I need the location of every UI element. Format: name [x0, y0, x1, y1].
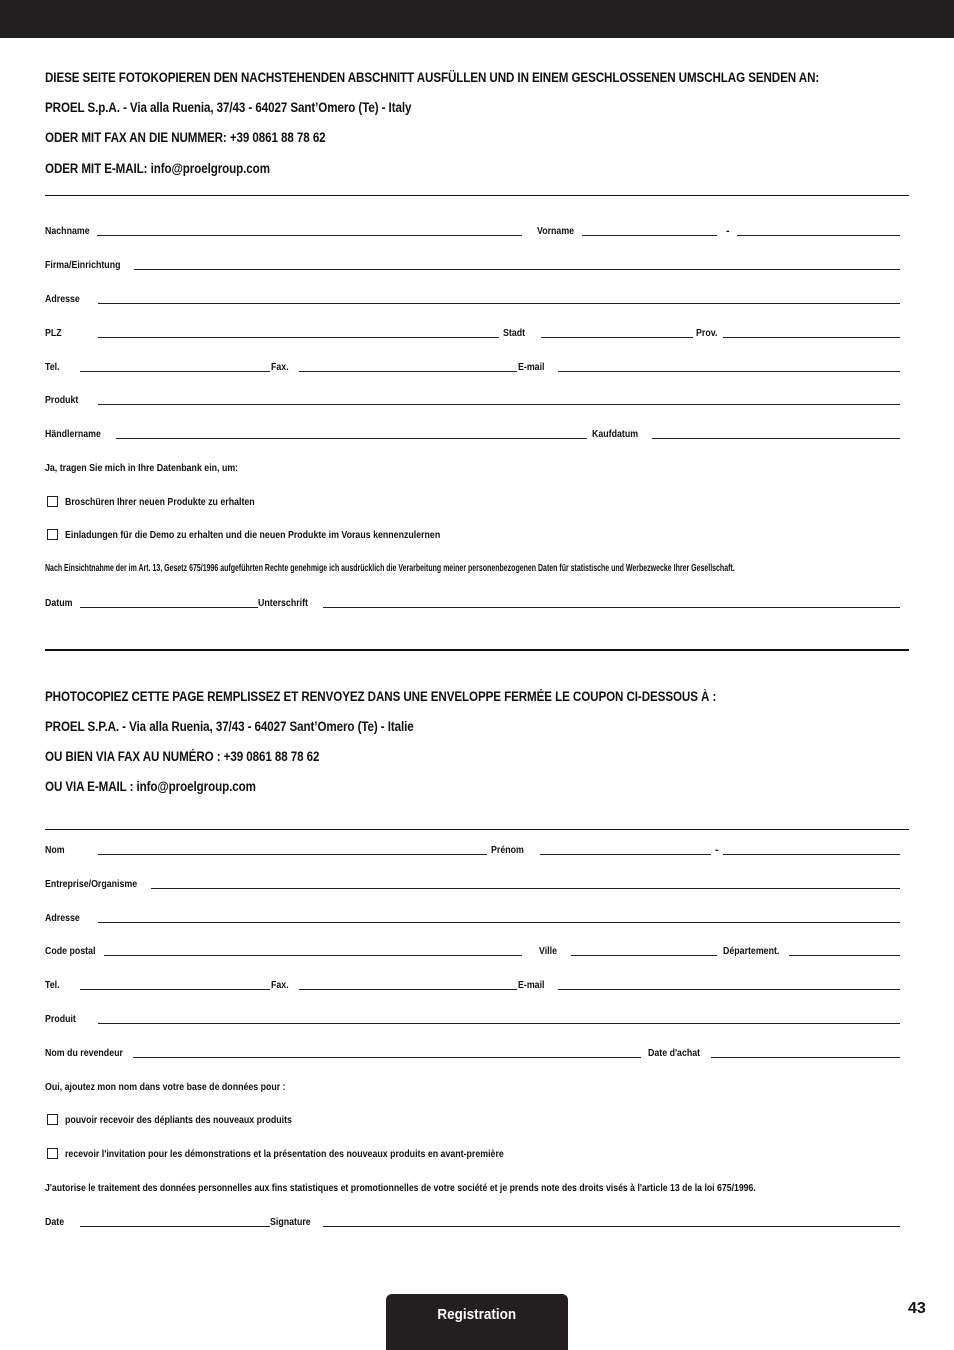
fr-checkbox-brochures-label: pouvoir recevoir des dépliants des nouveaux produits — [65, 1114, 292, 1126]
fr-header-email: OU VIA E-MAIL : info@proelgroup.com — [45, 779, 256, 794]
produkt-field[interactable] — [98, 404, 900, 405]
adresse-fr-field[interactable] — [98, 922, 900, 923]
email-fr-label: E-mail — [518, 979, 545, 991]
produkt-label: Produkt — [45, 394, 79, 406]
signature-field[interactable] — [323, 1226, 900, 1227]
tel-field[interactable] — [80, 371, 270, 372]
prov-field[interactable] — [723, 337, 900, 338]
departement-field[interactable] — [789, 955, 900, 956]
registration-tab-label: Registration — [437, 1306, 517, 1323]
dateachat-label: Date d'achat — [648, 1047, 701, 1059]
de-row-signature — [45, 595, 900, 611]
fr-consent-text: J'autorise le traitement des données personnelles aux fins statistiques et promotionnelles de votre société et je prends note des droits visés à l'article 13 de la loi 675/1996. — [45, 1182, 756, 1194]
fr-row-contact — [45, 977, 900, 993]
codepostal-label: Code postal — [45, 945, 96, 957]
signature-label: Signature — [270, 1216, 311, 1228]
fax-field[interactable] — [299, 371, 517, 372]
departement-label: Département. — [723, 945, 780, 957]
fax-label: Fax. — [271, 361, 289, 373]
unterschrift-field[interactable] — [323, 607, 900, 608]
fax-fr-field[interactable] — [299, 989, 517, 990]
haendler-label: Händlername — [45, 428, 101, 440]
de-row-firma — [45, 257, 900, 273]
fr-row-entreprise — [45, 876, 900, 892]
name-separator-fr: - — [715, 844, 719, 856]
fr-row-signature — [45, 1214, 900, 1230]
fr-checkbox-demo-label: recevoir l'invitation pour les démonstrations et la présentation des nouveaux produits en avant-première — [65, 1148, 504, 1160]
de-checkbox-demo[interactable] — [47, 529, 58, 540]
prenom-field-2[interactable] — [723, 854, 900, 855]
firma-label: Firma/Einrichtung — [45, 259, 121, 271]
tel-fr-label: Tel. — [45, 979, 60, 991]
fr-header-address: PROEL S.P.A. - Via alla Ruenia, 37/43 - 64027 Sant’Omero (Te) - Italie — [45, 719, 414, 734]
fax-fr-label: Fax. — [271, 979, 289, 991]
kaufdatum-field[interactable] — [652, 438, 900, 439]
de-checkbox-brochures[interactable] — [47, 496, 58, 507]
fr-checkbox-brochures[interactable] — [47, 1114, 58, 1125]
datum-label: Datum — [45, 597, 73, 609]
fr-top-rule — [45, 829, 909, 830]
de-consent-text: Nach Einsichtnahme der im Art. 13, Gesetz 675/1996 aufgeführten Rechte genehmige ich ausdrücklich die Verarbeitung meiner personenbezogenen Daten für statistische und Werbezwecke Ihrer Gesellschaft. — [45, 563, 735, 574]
vorname-field[interactable] — [582, 235, 717, 236]
de-checkbox-demo-label: Einladungen für die Demo zu erhalten und die neuen Produkte im Voraus kennenzulernen — [65, 529, 441, 541]
entreprise-label: Entreprise/Organisme — [45, 878, 138, 890]
fr-header-line1: PHOTOCOPIEZ CETTE PAGE REMPLISSEZ ET RENVOYEZ DANS UNE ENVELOPPE FERMÉE LE COUPON CI-DESSOUS À : — [45, 689, 717, 704]
de-row-produkt — [45, 392, 900, 408]
prov-label: Prov. — [696, 327, 718, 339]
adresse-label: Adresse — [45, 293, 80, 305]
page-number: 43 — [908, 1300, 926, 1317]
unterschrift-label: Unterschrift — [258, 597, 308, 609]
fr-row-name — [45, 842, 900, 858]
produit-label: Produit — [45, 1013, 76, 1025]
de-header-email: ODER MIT E-MAIL: info@proelgroup.com — [45, 161, 270, 176]
firma-field[interactable] — [134, 269, 900, 270]
ville-label: Ville — [539, 945, 557, 957]
adresse-fr-label: Adresse — [45, 912, 80, 924]
entreprise-field[interactable] — [151, 888, 900, 889]
de-row-contact — [45, 359, 900, 375]
plz-field[interactable] — [98, 337, 499, 338]
de-checkbox-brochures-label: Broschüren Ihrer neuen Produkte zu erhalten — [65, 496, 255, 508]
vorname-label: Vorname — [537, 225, 575, 237]
stadt-label: Stadt — [503, 327, 526, 339]
fr-optin-text: Oui, ajoutez mon nom dans votre base de données pour : — [45, 1081, 286, 1093]
fr-row-produit — [45, 1011, 900, 1027]
de-optin-text: Ja, tragen Sie mich in Ihre Datenbank ein, um: — [45, 462, 239, 474]
de-row-adresse — [45, 291, 900, 307]
date-label: Date — [45, 1216, 65, 1228]
de-row-plz — [45, 325, 900, 341]
nom-label: Nom — [45, 844, 65, 856]
email-fr-field[interactable] — [558, 989, 900, 990]
prenom-label: Prénom — [491, 844, 524, 856]
nachname-label: Nachname — [45, 225, 90, 237]
fr-row-revendeur — [45, 1045, 900, 1061]
kaufdatum-label: Kaufdatum — [592, 428, 639, 440]
ville-field[interactable] — [571, 955, 717, 956]
revendeur-field[interactable] — [133, 1057, 641, 1058]
haendler-field[interactable] — [116, 438, 587, 439]
name-separator: - — [726, 225, 730, 237]
registration-tab — [386, 1294, 568, 1350]
prenom-field[interactable] — [540, 854, 711, 855]
plz-label: PLZ — [45, 327, 62, 339]
tel-label: Tel. — [45, 361, 60, 373]
email-label: E-mail — [518, 361, 545, 373]
de-top-rule — [45, 195, 909, 196]
de-header-line1: DIESE SEITE FOTOKOPIEREN DEN NACHSTEHENDEN ABSCHNITT AUSFÜLLEN UND IN EINEM GESCHLOSSENEN UMSCHLAG SENDEN AN: — [45, 70, 820, 85]
vorname-field-2[interactable] — [737, 235, 900, 236]
de-header-fax: ODER MIT FAX AN DIE NUMMER: +39 0861 88 78 62 — [45, 130, 326, 145]
datum-field[interactable] — [80, 607, 258, 608]
de-row-name — [45, 223, 900, 239]
dateachat-field[interactable] — [711, 1057, 900, 1058]
fr-checkbox-demo[interactable] — [47, 1148, 58, 1159]
top-bar — [0, 0, 954, 38]
fr-row-codepostal — [45, 943, 900, 959]
codepostal-field[interactable] — [104, 955, 522, 956]
revendeur-label: Nom du revendeur — [45, 1047, 123, 1059]
date-field[interactable] — [80, 1226, 270, 1227]
stadt-field[interactable] — [541, 337, 693, 338]
fr-row-adresse — [45, 910, 900, 926]
de-row-haendler — [45, 426, 900, 442]
de-header-address: PROEL S.p.A. - Via alla Ruenia, 37/43 - 64027 Sant’Omero (Te) - Italy — [45, 100, 412, 115]
email-field[interactable] — [558, 371, 900, 372]
adresse-field[interactable] — [98, 303, 900, 304]
fr-header-fax: OU BIEN VIA FAX AU NUMÉRO : +39 0861 88 78 62 — [45, 749, 320, 764]
produit-field[interactable] — [98, 1023, 900, 1024]
section-divider — [45, 649, 909, 651]
nachname-field[interactable] — [97, 235, 522, 236]
nom-field[interactable] — [98, 854, 487, 855]
tel-fr-field[interactable] — [80, 989, 270, 990]
